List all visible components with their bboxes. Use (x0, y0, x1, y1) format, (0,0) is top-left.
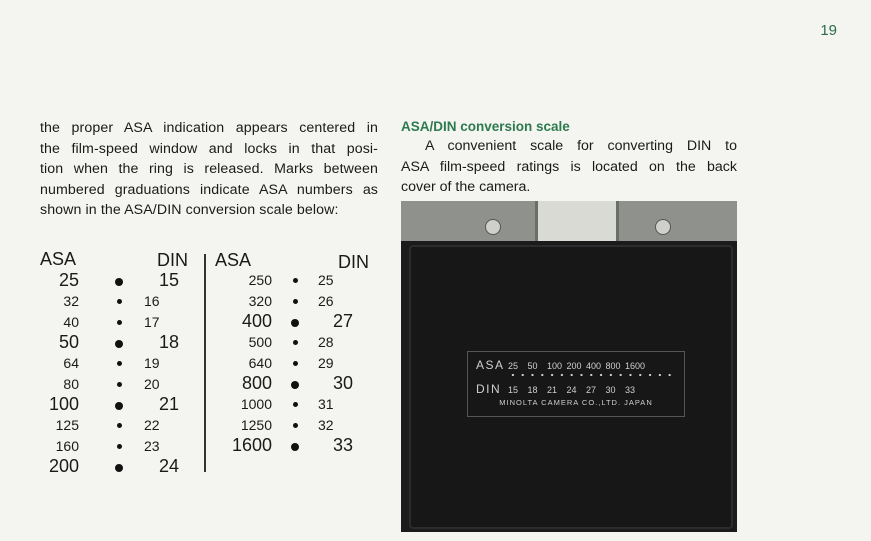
din-value: 18 (159, 332, 180, 352)
camera-back-photo (401, 201, 737, 532)
plate-number: 33 (625, 385, 636, 395)
plate-number: 24 (566, 385, 577, 395)
din-value: 15 (159, 270, 180, 290)
scale-dot (117, 444, 122, 449)
plate-number: 21 (547, 385, 558, 395)
plate-number: 25 (508, 361, 519, 371)
din-value: 27 (333, 311, 354, 331)
scale-dot (117, 320, 122, 325)
asa-value: 250 (248, 272, 272, 288)
table-divider (204, 254, 206, 472)
plate-number: 800 (605, 361, 621, 371)
plate-number: 15 (508, 385, 519, 395)
film-slot (535, 201, 619, 241)
asa-value: 125 (55, 417, 79, 433)
asa-value: 160 (55, 437, 79, 454)
din-value: 26 (318, 292, 334, 309)
asa-value: 320 (248, 292, 272, 309)
left-line: shown in the ASA/DIN conversion scale below: (40, 202, 339, 218)
asa-value: 40 (63, 313, 79, 330)
din-value: 21 (159, 394, 180, 414)
scale-dot (115, 340, 123, 348)
plate-din-label: DIN (476, 382, 502, 396)
scale-dot (293, 278, 298, 283)
header-asa-1: ASA (40, 249, 77, 269)
asa-value: 1250 (240, 416, 272, 433)
scale-dot (293, 361, 298, 366)
left-paragraph (40, 118, 378, 221)
plate-asa-label: ASA (476, 358, 505, 372)
plate-number: 200 (566, 361, 582, 371)
scale-dot (115, 402, 123, 410)
din-value: 29 (318, 354, 334, 371)
scale-dot (293, 402, 298, 407)
header-asa-2: ASA (215, 250, 252, 270)
conversion-plate (467, 351, 685, 417)
asa-value: 640 (248, 354, 272, 371)
scale-dot (293, 299, 298, 304)
scale-dot (117, 299, 122, 304)
header-din-2: DIN (338, 252, 369, 272)
left-line: numbered graduations indicate ASA numbers as (40, 181, 378, 198)
asa-value: 100 (48, 394, 79, 414)
scale-dot (291, 381, 299, 389)
scale-dot (293, 340, 298, 345)
screw-icon (655, 219, 671, 235)
asa-value: 1000 (240, 396, 272, 412)
din-value: 25 (318, 272, 334, 288)
scale-dot (291, 443, 299, 451)
scale-dot (117, 361, 122, 366)
right-paragraph (401, 136, 737, 198)
din-value: 32 (318, 416, 334, 433)
plate-number: 50 (527, 361, 538, 371)
page-number: 19 (820, 22, 837, 39)
left-line: the proper ASA indication appears centered in (40, 120, 378, 136)
right-line: A convenient scale for converting DIN to (425, 138, 737, 154)
din-value: 31 (318, 396, 334, 412)
scale-dot (115, 278, 123, 286)
plate-asa-row (476, 356, 645, 374)
scale-dot (117, 423, 122, 428)
din-value: 22 (144, 417, 160, 433)
asa-value: 64 (63, 355, 79, 371)
left-line: tion when the ring is released. Marks between (40, 161, 378, 177)
scale-dot (115, 464, 123, 472)
din-value: 17 (144, 313, 160, 330)
plate-number: 400 (586, 361, 602, 371)
plate-number: 100 (547, 361, 563, 371)
plate-number: 27 (586, 385, 597, 395)
asa-value: 800 (241, 373, 272, 393)
scale-dot (293, 423, 298, 428)
asa-value: 50 (58, 332, 79, 352)
header-din-1: DIN (157, 250, 188, 270)
asa-value: 1600 (231, 435, 272, 455)
asa-value: 200 (48, 456, 79, 476)
left-line: the film-speed window and locks in that posi- (40, 140, 378, 157)
screw-icon (485, 219, 501, 235)
din-value: 19 (144, 355, 160, 371)
plate-number: 30 (605, 385, 616, 395)
right-line: ASA film-speed ratings is located on the back (401, 158, 737, 175)
din-value: 28 (318, 334, 334, 350)
din-value: 23 (144, 437, 160, 454)
right-line: cover of the camera. (401, 179, 531, 195)
din-value: 33 (333, 435, 354, 455)
scale-dot (117, 382, 122, 387)
din-value: 16 (144, 293, 160, 309)
plate-dot-row (508, 373, 678, 377)
plate-number: 1600 (625, 361, 646, 371)
din-value: 30 (333, 373, 354, 393)
section-heading: ASA/DIN conversion scale (401, 119, 570, 134)
asa-value: 25 (58, 270, 79, 290)
asa-value: 400 (241, 311, 272, 331)
asa-value: 500 (248, 334, 272, 350)
scale-dot (291, 319, 299, 327)
asa-value: 32 (63, 293, 79, 309)
asa-value: 80 (63, 375, 79, 392)
plate-din-row (476, 380, 645, 398)
din-value: 20 (144, 375, 160, 392)
plate-maker-text: MINOLTA CAMERA CO.,LTD. JAPAN (499, 398, 653, 407)
camera-top-band (401, 201, 737, 241)
plate-number: 18 (527, 385, 538, 395)
din-value: 24 (159, 456, 180, 476)
